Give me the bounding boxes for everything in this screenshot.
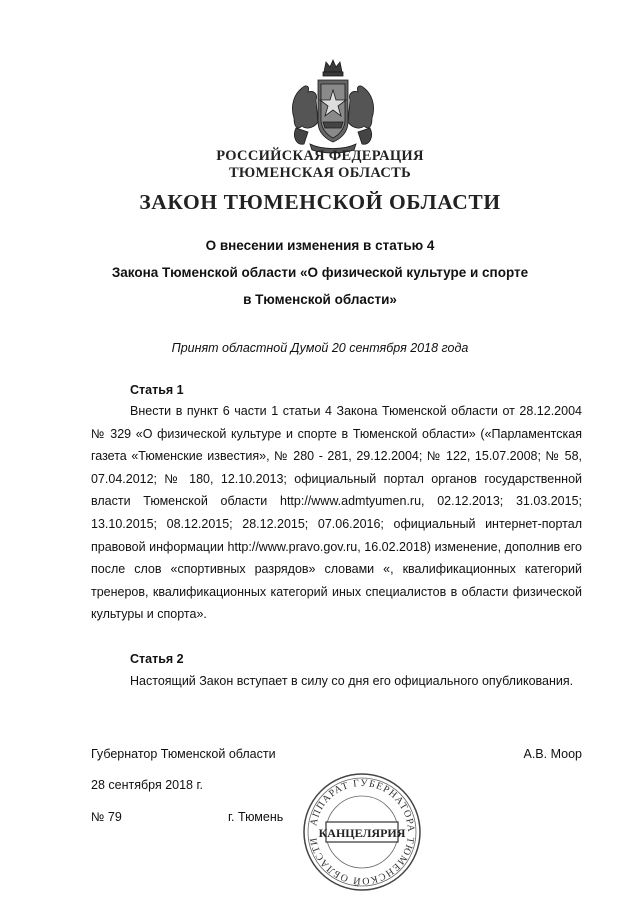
signing-date: 28 сентября 2018 г. <box>91 778 203 792</box>
adoption-note: Принят областной Думой 20 сентября 2018 года <box>171 341 469 355</box>
article-2-body: Настоящий Закон вступает в силу со дня его официального опубликования. <box>130 674 574 688</box>
subject-line-1: О внесении изменения в статью 4 <box>205 238 435 253</box>
subject-line-2: Закона Тюменской области «О физической культуре и спорте <box>111 265 529 280</box>
article-1-text <box>91 400 582 626</box>
law-title: ЗАКОН ТЮМЕНСКОЙ ОБЛАСТИ <box>139 190 501 214</box>
subject-line-3: в Тюменской области» <box>243 292 397 307</box>
coat-of-arms-icon <box>286 58 380 156</box>
stamp-outer-text: АППАРАТ ГУБЕРНАТОРА ТЮМЕНСКОЙ ОБЛАСТИ <box>308 777 417 887</box>
signer-name: А.В. Моор <box>523 747 582 761</box>
article-1-heading: Статья 1 <box>130 383 184 397</box>
region-heading: ТЮМЕНСКАЯ ОБЛАСТЬ <box>228 165 412 181</box>
article-2-text <box>91 670 582 693</box>
stamp-center-text: КАНЦЕЛЯРИЯ <box>318 826 406 840</box>
article-1-body: Внести в пункт 6 части 1 статьи 4 Закона Тюменской области от 28.12.2004 № 329 «О физической культуре и спорте в Тюменской области» («Парламентская газета «Тюменские известия», № 280 - 281, 29.12.2004; № 122, 15.07.2008; № 58, 07.04.2012; № 180, 12.10.2013; официальный портал органов государственной власти Тюменской области http://www.admtyumen.ru, 02.12.2013; 31.03.2015; 13.10.2015; 08.12.2015; 28.12.2015; 07.06.2016; официальный интернет-портал правовой информации http://www.pravo.gov.ru, 16.02.2018) изменение, дополнив его после слов «спортивных разрядов» словами «, квалификационных категорий тренеров, квалификационных категорий иных специалистов в области физической культуры и спорта». <box>91 404 582 622</box>
official-stamp <box>300 770 424 894</box>
article-2-heading: Статья 2 <box>130 652 184 666</box>
signer-position: Губернатор Тюменской области <box>91 747 276 761</box>
signing-city: г. Тюмень <box>228 810 284 824</box>
country-heading: РОССИЙСКАЯ ФЕДЕРАЦИЯ <box>216 148 424 164</box>
law-number: № 79 <box>91 810 122 824</box>
law-subject <box>0 232 640 313</box>
